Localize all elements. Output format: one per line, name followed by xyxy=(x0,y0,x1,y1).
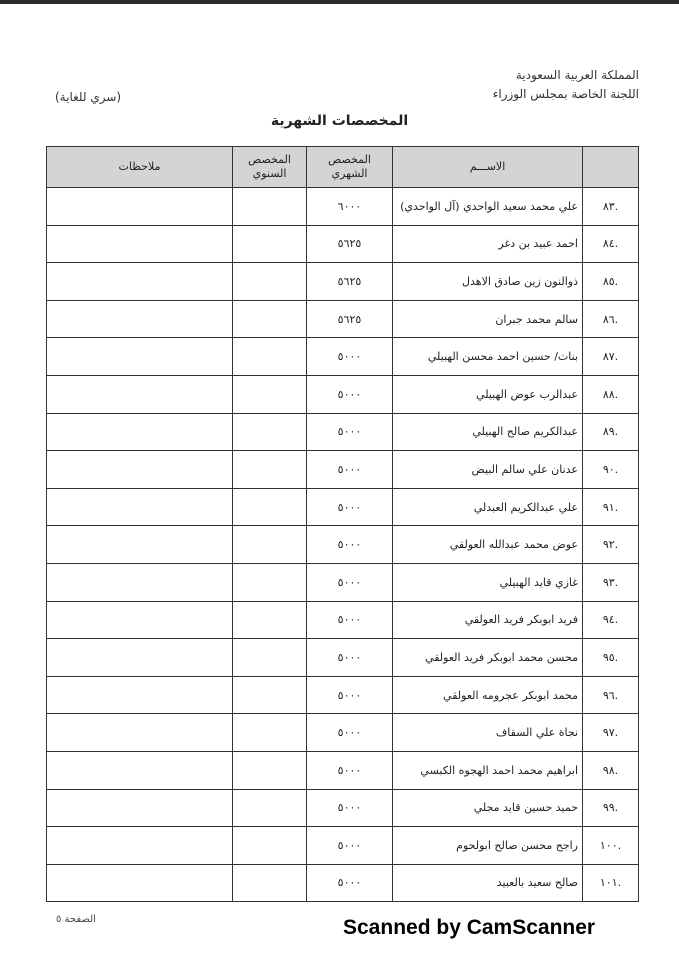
table-header-row xyxy=(47,147,639,188)
annual-allocation-cell xyxy=(233,375,307,413)
notes-cell xyxy=(47,639,233,677)
monthly-allocation-cell: ٥٦٢٥ xyxy=(307,225,393,263)
row-number-cell: .٩٥ xyxy=(583,639,639,677)
column-header-name: الاســـم xyxy=(393,147,583,188)
notes-cell xyxy=(47,751,233,789)
annual-allocation-cell xyxy=(233,451,307,489)
name-cell: احمد عبيد بن دغر xyxy=(393,225,583,263)
notes-cell xyxy=(47,263,233,301)
table-body xyxy=(47,188,639,902)
monthly-allocation-cell: ٥٠٠٠ xyxy=(307,601,393,639)
name-cell: ابراهيم محمد احمد الهجوه الكبسي xyxy=(393,751,583,789)
notes-cell xyxy=(47,864,233,902)
row-number-cell: .١٠١ xyxy=(583,864,639,902)
table-row xyxy=(47,375,639,413)
table-row xyxy=(47,563,639,601)
notes-cell xyxy=(47,526,233,564)
org-name-line: المملكة العربية السعودية xyxy=(515,68,639,82)
allocations-table xyxy=(46,146,639,902)
annual-allocation-cell xyxy=(233,488,307,526)
table-row xyxy=(47,864,639,902)
annual-allocation-cell xyxy=(233,676,307,714)
name-cell: عدنان علي سالم البيض xyxy=(393,451,583,489)
annual-allocation-cell xyxy=(233,827,307,865)
column-header-monthly: المخصص الشهري xyxy=(307,147,393,188)
row-number-cell: .٨٨ xyxy=(583,375,639,413)
table-row xyxy=(47,751,639,789)
notes-cell xyxy=(47,451,233,489)
annual-allocation-cell xyxy=(233,751,307,789)
name-cell: سالم محمد جبران xyxy=(393,300,583,338)
table-row xyxy=(47,601,639,639)
name-cell: غازي قايد الهبيلي xyxy=(393,563,583,601)
notes-cell xyxy=(47,225,233,263)
annual-allocation-cell xyxy=(233,338,307,376)
annual-allocation-cell xyxy=(233,563,307,601)
row-number-cell: .٩١ xyxy=(583,488,639,526)
column-header-notes: ملاحظات xyxy=(47,147,233,188)
page-number: الصفحة ٥ xyxy=(56,914,96,925)
table-row xyxy=(47,639,639,677)
table-row xyxy=(47,676,639,714)
row-number-cell: .١٠٠ xyxy=(583,827,639,865)
monthly-allocation-cell: ٥٠٠٠ xyxy=(307,338,393,376)
table-row xyxy=(47,488,639,526)
monthly-allocation-cell: ٥٠٠٠ xyxy=(307,451,393,489)
table-row xyxy=(47,338,639,376)
notes-cell xyxy=(47,488,233,526)
document-title: المخصصات الشهرية xyxy=(270,113,409,129)
monthly-allocation-cell: ٥٠٠٠ xyxy=(307,413,393,451)
monthly-allocation-cell: ٥٠٠٠ xyxy=(307,751,393,789)
monthly-allocation-cell: ٥٠٠٠ xyxy=(307,375,393,413)
row-number-cell: .٩٧ xyxy=(583,714,639,752)
notes-cell xyxy=(47,676,233,714)
monthly-allocation-cell: ٥٠٠٠ xyxy=(307,676,393,714)
table-row xyxy=(47,188,639,226)
monthly-allocation-cell: ٥٠٠٠ xyxy=(307,864,393,902)
annual-allocation-cell xyxy=(233,188,307,226)
monthly-allocation-cell: ٥٦٢٥ xyxy=(307,263,393,301)
annual-allocation-cell xyxy=(233,789,307,827)
column-header-annual: المخصص السنوي xyxy=(233,147,307,188)
monthly-allocation-cell: ٥٠٠٠ xyxy=(307,789,393,827)
row-number-cell: .٩٢ xyxy=(583,526,639,564)
annual-allocation-cell xyxy=(233,413,307,451)
notes-cell xyxy=(47,375,233,413)
table-row xyxy=(47,300,639,338)
table-row xyxy=(47,225,639,263)
annual-allocation-cell xyxy=(233,601,307,639)
name-cell: راجح محسن صالح ابولحوم xyxy=(393,827,583,865)
name-cell: ذوالنون زين صادق الاهدل xyxy=(393,263,583,301)
name-cell: محسن محمد ابوبكر فريد العولقي xyxy=(393,639,583,677)
row-number-cell: .٩٠ xyxy=(583,451,639,489)
monthly-allocation-cell: ٥٦٢٥ xyxy=(307,300,393,338)
notes-cell xyxy=(47,188,233,226)
monthly-allocation-cell: ٦٠٠٠ xyxy=(307,188,393,226)
notes-cell xyxy=(47,300,233,338)
monthly-allocation-cell: ٥٠٠٠ xyxy=(307,639,393,677)
monthly-allocation-cell: ٥٠٠٠ xyxy=(307,827,393,865)
notes-cell xyxy=(47,789,233,827)
monthly-allocation-cell: ٥٠٠٠ xyxy=(307,563,393,601)
name-cell: فريد ابوبكر فريد العولقي xyxy=(393,601,583,639)
row-number-cell: .٨٩ xyxy=(583,413,639,451)
annual-allocation-cell xyxy=(233,714,307,752)
annual-allocation-cell xyxy=(233,263,307,301)
name-cell: محمد ابوبكر عجرومه العولقي xyxy=(393,676,583,714)
row-number-cell: .٨٥ xyxy=(583,263,639,301)
top-border-line xyxy=(0,0,679,4)
table-row xyxy=(47,714,639,752)
notes-cell xyxy=(47,563,233,601)
row-number-cell: .٨٧ xyxy=(583,338,639,376)
scanner-watermark: Scanned by CamScanner xyxy=(343,916,596,939)
monthly-allocation-cell: ٥٠٠٠ xyxy=(307,714,393,752)
annual-allocation-cell xyxy=(233,864,307,902)
table-row xyxy=(47,263,639,301)
name-cell: عوض محمد عبدالله العولقي xyxy=(393,526,583,564)
annual-allocation-cell xyxy=(233,639,307,677)
name-cell: حميد حسين قايد مجلي xyxy=(393,789,583,827)
table-row xyxy=(47,451,639,489)
notes-cell xyxy=(47,413,233,451)
table-row xyxy=(47,526,639,564)
name-cell: عبدالكريم صالح الهبيلي xyxy=(393,413,583,451)
name-cell: علي محمد سعيد الواحدي (آل الواحدي) xyxy=(393,188,583,226)
name-cell: نجاة علي السقاف xyxy=(393,714,583,752)
monthly-allocation-cell: ٥٠٠٠ xyxy=(307,488,393,526)
row-number-cell: .٩٦ xyxy=(583,676,639,714)
table-row xyxy=(47,827,639,865)
row-number-cell: .٨٣ xyxy=(583,188,639,226)
column-header-number xyxy=(583,147,639,188)
name-cell: علي عبدالكريم العبدلي xyxy=(393,488,583,526)
name-cell: صالح سعيد بالعبيد xyxy=(393,864,583,902)
notes-cell xyxy=(47,827,233,865)
notes-cell xyxy=(47,714,233,752)
annual-allocation-cell xyxy=(233,300,307,338)
row-number-cell: .٨٤ xyxy=(583,225,639,263)
row-number-cell: .٩٤ xyxy=(583,601,639,639)
row-number-cell: .٩٩ xyxy=(583,789,639,827)
row-number-cell: .٩٨ xyxy=(583,751,639,789)
committee-name-line: اللجنة الخاصة بمجلس الوزراء xyxy=(492,87,639,101)
name-cell: بنات/ حسين احمد محسن الهبيلي xyxy=(393,338,583,376)
monthly-allocation-cell: ٥٠٠٠ xyxy=(307,526,393,564)
notes-cell xyxy=(47,601,233,639)
name-cell: عبدالرب عوض الهبيلي xyxy=(393,375,583,413)
annual-allocation-cell xyxy=(233,225,307,263)
notes-cell xyxy=(47,338,233,376)
classification-label: (سري للغاية) xyxy=(55,90,122,104)
table-row xyxy=(47,413,639,451)
row-number-cell: .٨٦ xyxy=(583,300,639,338)
organization-header xyxy=(493,66,639,104)
annual-allocation-cell xyxy=(233,526,307,564)
row-number-cell: .٩٣ xyxy=(583,563,639,601)
table-row xyxy=(47,789,639,827)
